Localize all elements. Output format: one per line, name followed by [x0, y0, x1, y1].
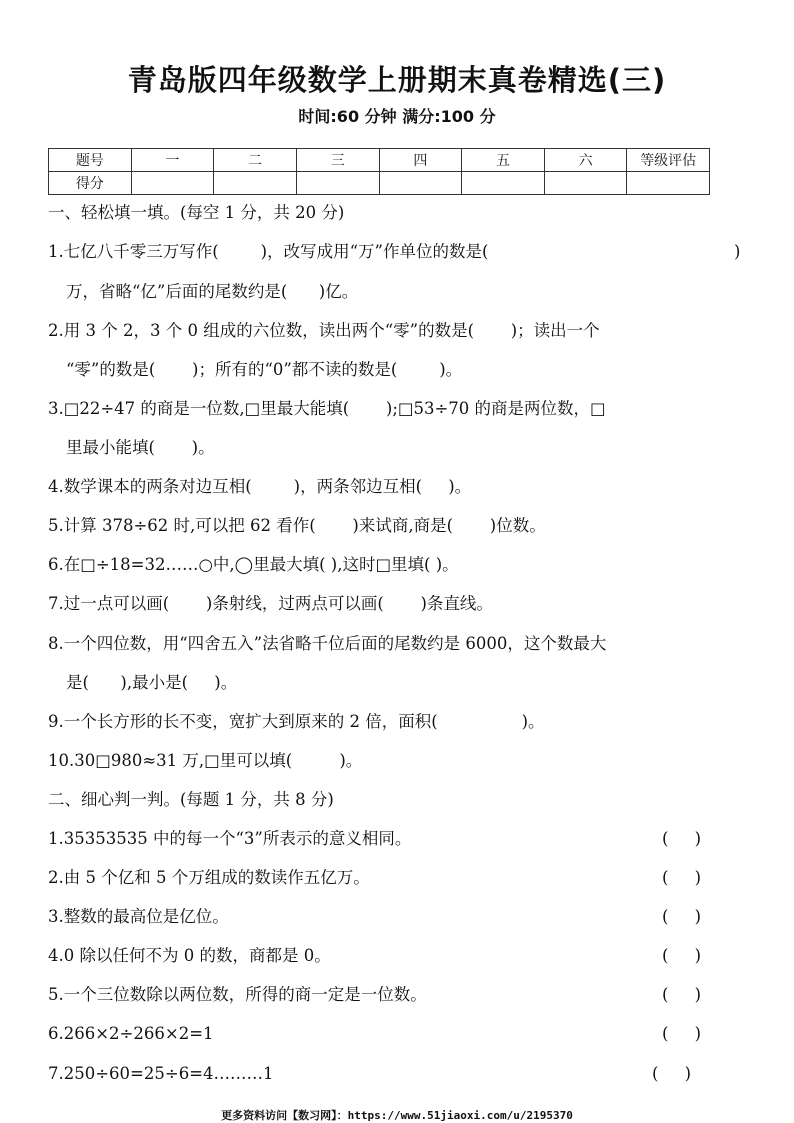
- score-header-cell: 四: [379, 149, 462, 172]
- score-input-cell[interactable]: [296, 172, 379, 195]
- score-input-cell[interactable]: [214, 172, 297, 195]
- question-line: 8.一个四位数，用“四舍五入”法省略千位后面的尾数约是 6000，这个数最大: [48, 634, 607, 653]
- judge-item: 4.0 除以任何不为 0 的数，商都是 0。: [48, 946, 331, 965]
- answer-paren[interactable]: ( ): [662, 868, 702, 887]
- question-line: 里最小能填( )。: [66, 438, 215, 457]
- question-line: “零”的数是( )；所有的“0”都不读的数是( )。: [66, 360, 463, 379]
- score-input-cell[interactable]: [544, 172, 627, 195]
- judge-item: 3.整数的最高位是亿位。: [48, 907, 229, 926]
- judge-item: 7.250÷60=25÷6=4………1: [48, 1064, 274, 1083]
- page-title: 青岛版四年级数学上册期末真卷精选(三): [127, 63, 667, 97]
- question-line: 4.数学课本的两条对边互相( )，两条邻边互相( )。: [48, 477, 472, 496]
- score-table-header-row: [49, 149, 710, 172]
- judge-item: 5.一个三位数除以两位数，所得的商一定是一位数。: [48, 985, 427, 1004]
- question-line: 3.□22÷47 的商是一位数,□里最大能填( );□53÷70 的商是两位数，□: [48, 399, 606, 418]
- score-header-cell: 三: [296, 149, 379, 172]
- score-input-cell[interactable]: [379, 172, 462, 195]
- question-line: 是( ),最小是( )。: [66, 673, 238, 692]
- score-input-cell[interactable]: [131, 172, 214, 195]
- answer-paren[interactable]: ( ): [662, 1024, 702, 1043]
- answer-paren[interactable]: ( ): [662, 946, 702, 965]
- judge-item: 2.由 5 个亿和 5 个万组成的数读作五亿万。: [48, 868, 370, 887]
- answer-paren[interactable]: ( ): [662, 985, 702, 1004]
- question-line: 9.一个长方形的长不变，宽扩大到原来的 2 倍，面积( )。: [48, 712, 545, 731]
- question-line: 7.过一点可以画( )条射线，过两点可以画( )条直线。: [48, 594, 493, 613]
- score-header-cell: 二: [214, 149, 297, 172]
- score-row-label: 得分: [49, 172, 132, 195]
- question-line: 10.30□980≈31 万,□里可以填( )。: [48, 751, 363, 770]
- question-line: 万，省略“亿”后面的尾数约是( )亿。: [66, 282, 359, 301]
- judge-item: 6.266×2÷266×2=1: [48, 1024, 214, 1043]
- question-line: 5.计算 378÷62 时,可以把 62 看作( )来试商,商是( )位数。: [48, 516, 546, 535]
- score-header-cell: 一: [131, 149, 214, 172]
- question-line-tail: ): [734, 242, 741, 261]
- judge-item: 1.35353535 中的每一个“3”所表示的意义相同。: [48, 829, 412, 848]
- score-header-cell: 六: [544, 149, 627, 172]
- score-header-cell: 题号: [49, 149, 132, 172]
- question-line: 6.在□÷18=32……○中,◯里最大填( ),这时□里填( )。: [48, 555, 459, 574]
- question-line: 2.用 3 个 2，3 个 0 组成的六位数，读出两个“零”的数是( )；读出一个: [48, 321, 600, 340]
- answer-paren[interactable]: ( ): [662, 907, 702, 926]
- score-input-cell[interactable]: [462, 172, 545, 195]
- footer-link[interactable]: 更多资料访问【数习网】：https://www.51jiaoxi.com/u/2195370: [221, 1109, 573, 1122]
- score-input-cell[interactable]: [627, 172, 710, 195]
- answer-paren[interactable]: ( ): [662, 829, 702, 848]
- section1-heading: 一、轻松填一填。(每空 1 分，共 20 分): [48, 203, 345, 222]
- exam-info: 时间:60 分钟 满分:100 分: [298, 107, 496, 126]
- answer-paren[interactable]: ( ): [652, 1064, 692, 1083]
- question-line: 1.七亿八千零三万写作( )，改写成用“万”作单位的数是(: [48, 242, 526, 261]
- score-header-cell: 等级评估: [627, 149, 710, 172]
- section2-heading: 二、细心判一判。(每题 1 分，共 8 分): [48, 790, 334, 809]
- score-header-cell: 五: [462, 149, 545, 172]
- score-table: [48, 148, 710, 195]
- score-table-score-row: [49, 172, 710, 195]
